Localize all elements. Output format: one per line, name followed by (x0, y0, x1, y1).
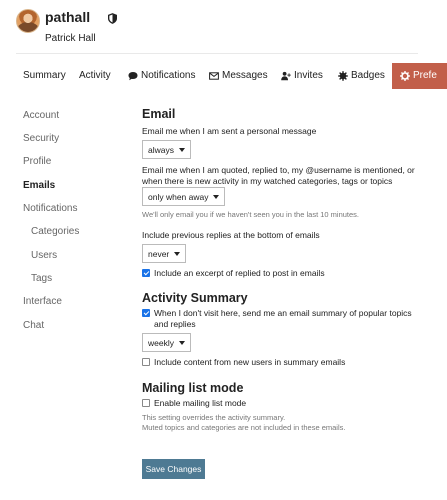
select-value: weekly (148, 337, 174, 348)
nav-badges[interactable] (338, 63, 385, 89)
chevron-down-icon (174, 252, 180, 256)
mailing-list-hint-2: Muted topics and categories are not included in these emails. (142, 423, 346, 432)
previous-replies-select[interactable] (142, 244, 186, 263)
quoted-hint: We'll only email you if we haven't seen you in the last 10 minutes. (142, 210, 360, 219)
sidebar-item-account[interactable]: Account (23, 110, 60, 121)
chevron-down-icon (213, 195, 219, 199)
nav-label: Notifications (141, 70, 196, 81)
mailing-list-hint-1: This setting overrides the activity summary. (142, 413, 286, 422)
summary-option (142, 308, 427, 330)
select-value: only when away (148, 191, 209, 202)
nav-label: Prefe (413, 70, 437, 81)
new-users-option (142, 357, 345, 368)
excerpt-label: Include an excerpt of replied to post in emails (154, 268, 325, 278)
user-plus-icon (281, 71, 291, 81)
summary-checkbox[interactable] (142, 309, 150, 317)
nav-activity[interactable] (79, 63, 111, 89)
previous-replies-label: Include previous replies at the bottom of emails (142, 230, 320, 240)
full-name: Patrick Hall (45, 33, 96, 44)
envelope-icon (209, 71, 219, 81)
mailing-list-title: Mailing list mode (142, 381, 244, 395)
excerpt-option (142, 268, 325, 279)
save-changes-button[interactable]: Save Changes (142, 459, 205, 479)
new-users-label: Include content from new users in summary emails (154, 357, 346, 367)
header-divider (16, 53, 418, 54)
mailing-list-checkbox[interactable] (142, 399, 150, 407)
sidebar-item-interface[interactable]: Interface (23, 296, 62, 307)
gear-icon (400, 71, 410, 81)
sidebar-item-emails[interactable]: Emails (23, 180, 56, 191)
shield-icon (108, 13, 117, 24)
summary-label: When I don't visit here, send me an email summary of popular topics and replies (154, 308, 412, 329)
sidebar-item-chat[interactable]: Chat (23, 320, 45, 331)
nav-preferences[interactable] (392, 63, 447, 89)
quoted-select[interactable] (142, 187, 225, 206)
personal-message-select[interactable] (142, 140, 191, 159)
activity-summary-title: Activity Summary (142, 291, 248, 305)
nav-summary[interactable] (23, 63, 66, 89)
comment-icon (128, 71, 138, 81)
nav-label: Summary (23, 70, 66, 81)
nav-label: Invites (294, 70, 323, 81)
nav-messages[interactable] (209, 63, 268, 89)
personal-message-label: Email me when I am sent a personal message (142, 126, 317, 136)
chevron-down-icon (179, 341, 185, 345)
nav-invites[interactable] (281, 63, 323, 89)
email-section-title: Email (142, 107, 176, 121)
sidebar-item-users[interactable]: Users (31, 250, 58, 261)
sidebar-item-profile[interactable]: Profile (23, 156, 52, 167)
excerpt-checkbox[interactable] (142, 269, 150, 277)
summary-frequency-select[interactable] (142, 333, 191, 352)
user-nav (0, 63, 437, 89)
sidebar-item-notifications[interactable]: Notifications (23, 203, 78, 214)
nav-notifications[interactable] (128, 63, 195, 89)
sidebar-item-categories[interactable]: Categories (31, 226, 80, 237)
nav-label: Badges (351, 70, 385, 81)
new-users-checkbox[interactable] (142, 358, 150, 366)
select-value: always (148, 144, 174, 155)
nav-label: Messages (222, 70, 268, 81)
username: pathall (45, 9, 91, 25)
quoted-label: Email me when I am quoted, replied to, my @username is mentioned, or when there is new activity in my watched categories, tags or topics (142, 165, 415, 186)
avatar[interactable] (16, 9, 40, 33)
mailing-list-option (142, 398, 246, 409)
sidebar-item-security[interactable]: Security (23, 133, 60, 144)
chevron-down-icon (179, 148, 185, 152)
badge-icon (338, 71, 348, 81)
select-value: never (148, 248, 170, 259)
mailing-list-label: Enable mailing list mode (154, 398, 247, 408)
nav-label: Activity (79, 70, 111, 81)
sidebar-item-tags[interactable]: Tags (31, 273, 53, 284)
